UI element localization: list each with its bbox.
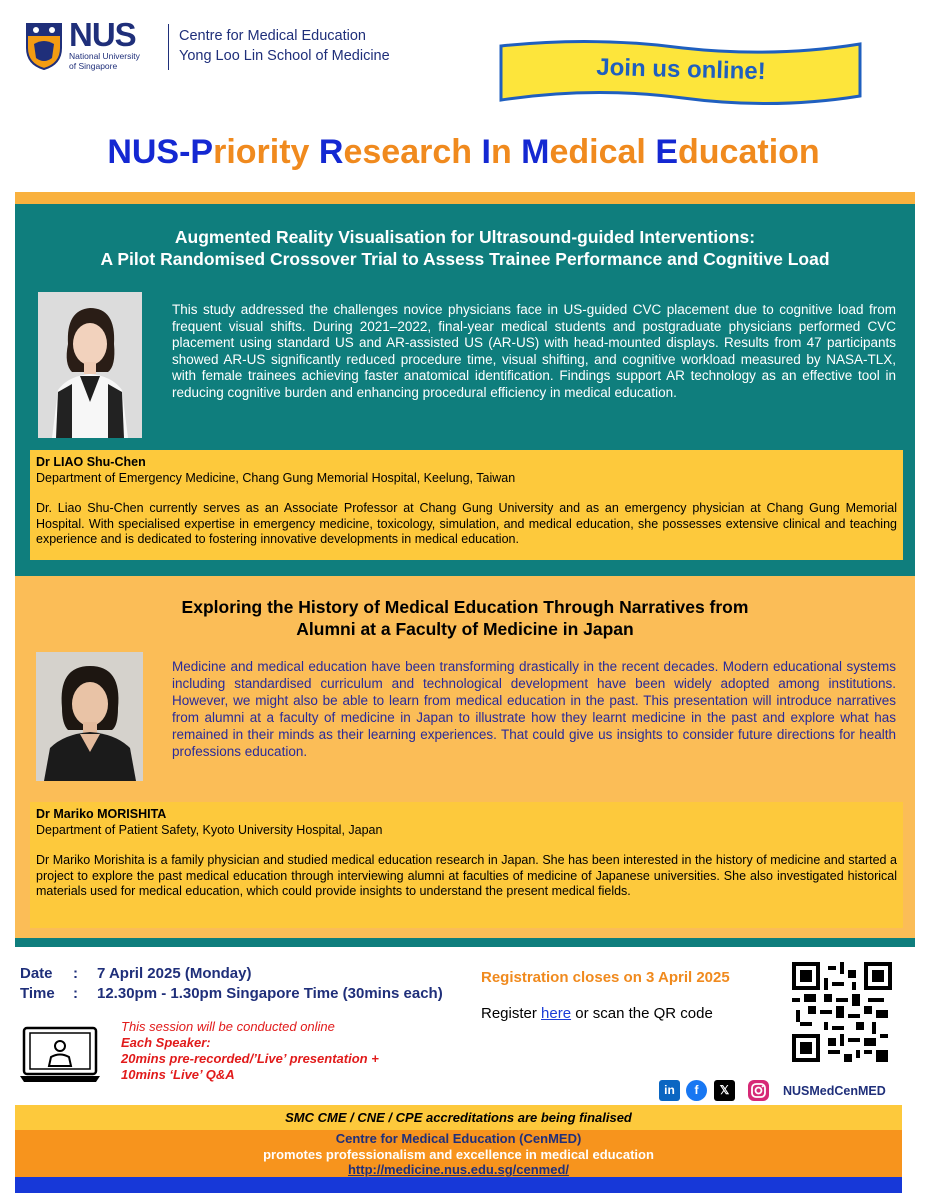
footer-blue-strip xyxy=(15,1177,902,1193)
register-link[interactable]: here xyxy=(541,1005,572,1022)
event-date xyxy=(20,965,251,982)
talk1-speaker-box xyxy=(30,450,903,560)
cenmed-footer xyxy=(15,1130,902,1177)
centre-name: Centre for Medical Education xyxy=(179,28,366,44)
online-presenter-icon xyxy=(20,1026,100,1084)
register-suffix: or scan the QR code xyxy=(571,1005,713,1022)
speaker1-bio: Dr. Liao Shu-Chen currently serves as an Associate Professor at Chang Gung University and as an emergency physician at Chang Gung Memorial Hospital. With specialised expertise in emergency medicine, toxicology, simulation, and medical education, she possesses extensive clinical and teaching experience and is dedicated to fostering innovative developments in medical education. xyxy=(36,501,897,546)
speaker2-affiliation: Department of Patient Safety, Kyoto University Hospital, Japan xyxy=(36,822,383,837)
title-letter-m: M xyxy=(521,133,550,171)
speaker1-name: Dr LIAO Shu-Chen xyxy=(36,455,146,469)
speaker1-portrait-icon xyxy=(38,292,142,438)
speaker2-photo xyxy=(36,652,143,781)
registration-qr-code[interactable] xyxy=(792,962,892,1062)
cenmed-tagline: promotes professionalism and excellence in medical education xyxy=(263,1146,654,1162)
top-accent-strip xyxy=(15,192,915,204)
talk1-section xyxy=(15,204,915,576)
each-speaker-label: Each Speaker: xyxy=(121,1035,211,1050)
speaker1-photo xyxy=(38,292,142,438)
instagram-icon[interactable] xyxy=(748,1080,769,1101)
school-name: Yong Loo Lin School of Medicine xyxy=(179,48,390,64)
banner-text: Join us online! xyxy=(596,53,767,86)
date-value: 7 April 2025 (Monday) xyxy=(97,965,252,982)
page-title xyxy=(0,133,927,172)
instagram-glyph xyxy=(748,1080,769,1101)
date-label: Date xyxy=(20,965,53,982)
date-colon: : xyxy=(73,965,78,982)
nus-subtitle xyxy=(69,51,140,71)
title-word-medical: edical xyxy=(549,133,656,171)
title-letter-i: I xyxy=(481,133,491,171)
talk1-abstract: This study addressed the challenges novice physicians face in US-guided CVC placement due to cognitive load from frequent visual shifts. During 2021–2022, final-year medical students and postgraduate physicians performed CVC placement using standard US and AR-assisted US (AR-US) with head-mounted displays. Results from 47 participants showed AR-US significantly reduced procedure time, visual shifting, and cognitive workload measured by NASA-TLX, with female trainees achieving faster anatomical identification. Findings support AR technology as an effective tool in reducing cognitive burden and enhancing procedural efficiency in medical education. xyxy=(172,302,896,400)
register-prefix: Register xyxy=(481,1005,542,1022)
format-line1: 20mins pre-recorded/’Live’ presentation + xyxy=(121,1051,379,1066)
registration-deadline: Registration closes on 3 April 2025 xyxy=(481,969,730,986)
talk2-abstract: Medicine and medical education have been transforming drastically in the recent decades. Modern educational systems including standardised curriculum and technological development have been widely adopted among institutions. However, we might also be able to learn from medical education in the past. This presentation will introduce narratives from alumni at a faculty of medicine in Japan to illustrate how they learnt medicine in the past and explore what has remained in their minds as their learning experiences. That could give us insights to consider future directions for health professions education. xyxy=(172,659,896,759)
linkedin-icon[interactable]: in xyxy=(659,1080,680,1101)
talk1-title-line1: Augmented Reality Visualisation for Ultrasound-guided Interventions: xyxy=(174,227,756,247)
title-word-research: esearch xyxy=(343,133,482,171)
accreditation-bar: SMC CME / CNE / CPE accreditations are being finalised xyxy=(15,1105,902,1130)
facebook-icon[interactable]: f xyxy=(686,1080,707,1101)
title-word-in: n xyxy=(490,133,522,171)
speaker1-affiliation: Department of Emergency Medicine, Chang Gung Memorial Hospital, Keelung, Taiwan xyxy=(36,470,516,485)
bottom-accent-strip xyxy=(15,938,915,947)
event-time xyxy=(20,985,443,1002)
online-note-text: This session will be conducted online xyxy=(121,1019,335,1034)
title-letter-r: R xyxy=(318,133,344,171)
logo-divider xyxy=(168,24,169,70)
nus-logo xyxy=(25,16,390,77)
title-prefix: NUS- xyxy=(107,133,191,171)
nus-subtitle-line2: of Singapore xyxy=(69,61,118,71)
talk2-speaker-box xyxy=(30,802,903,928)
nus-wordmark: NUS xyxy=(69,16,136,53)
bio2-spacer xyxy=(36,838,897,853)
bio1-spacer xyxy=(36,486,897,501)
speaker2-bio: Dr Mariko Morishita is a family physician and studied medical education research in Japan. She has been interested in the history of medicine and started a project to explore the past medical education through interviewing alumni at faculties of medicine of Japanese universities. She also investigated historical materials used for medical education, which could provide insights to understand the present medical fields. xyxy=(36,853,897,898)
speaker2-portrait-icon xyxy=(36,652,143,781)
format-line2: 10mins ‘Live’ Q&A xyxy=(121,1067,235,1082)
registration-line xyxy=(481,1005,713,1022)
talk1-title xyxy=(15,226,915,270)
cenmed-url-link[interactable]: http://medicine.nus.edu.sg/cenmed/ xyxy=(347,1162,570,1177)
title-letter-p: P xyxy=(190,133,214,171)
cenmed-name: Centre for Medical Education (CenMED) xyxy=(335,1131,582,1146)
talk2-title-line2: Alumni at a Faculty of Medicine in Japan xyxy=(296,619,634,639)
talk1-title-line2: A Pilot Randomised Crossover Trial to Assess Trainee Performance and Cognitive Load xyxy=(100,249,830,269)
time-value: 12.30pm - 1.30pm Singapore Time (30mins each) xyxy=(97,985,443,1002)
title-word-priority: riority xyxy=(213,133,319,171)
social-handle: NUSMedCenMED xyxy=(783,1084,886,1098)
speaker2-name: Dr Mariko MORISHITA xyxy=(36,807,167,821)
time-colon: : xyxy=(73,985,78,1002)
join-online-banner xyxy=(498,38,864,108)
time-label: Time xyxy=(20,985,55,1002)
online-session-note xyxy=(121,1019,379,1083)
talk2-title-line1: Exploring the History of Medical Education Through Narratives from xyxy=(181,597,749,617)
talk2-section xyxy=(15,576,915,938)
talk2-title xyxy=(15,596,915,640)
title-word-education: ducation xyxy=(678,133,820,171)
nus-subtitle-line1: National University xyxy=(69,51,140,61)
title-letter-e: E xyxy=(655,133,679,171)
x-icon[interactable]: 𝕏 xyxy=(714,1080,735,1101)
nus-crest-icon xyxy=(25,22,63,70)
